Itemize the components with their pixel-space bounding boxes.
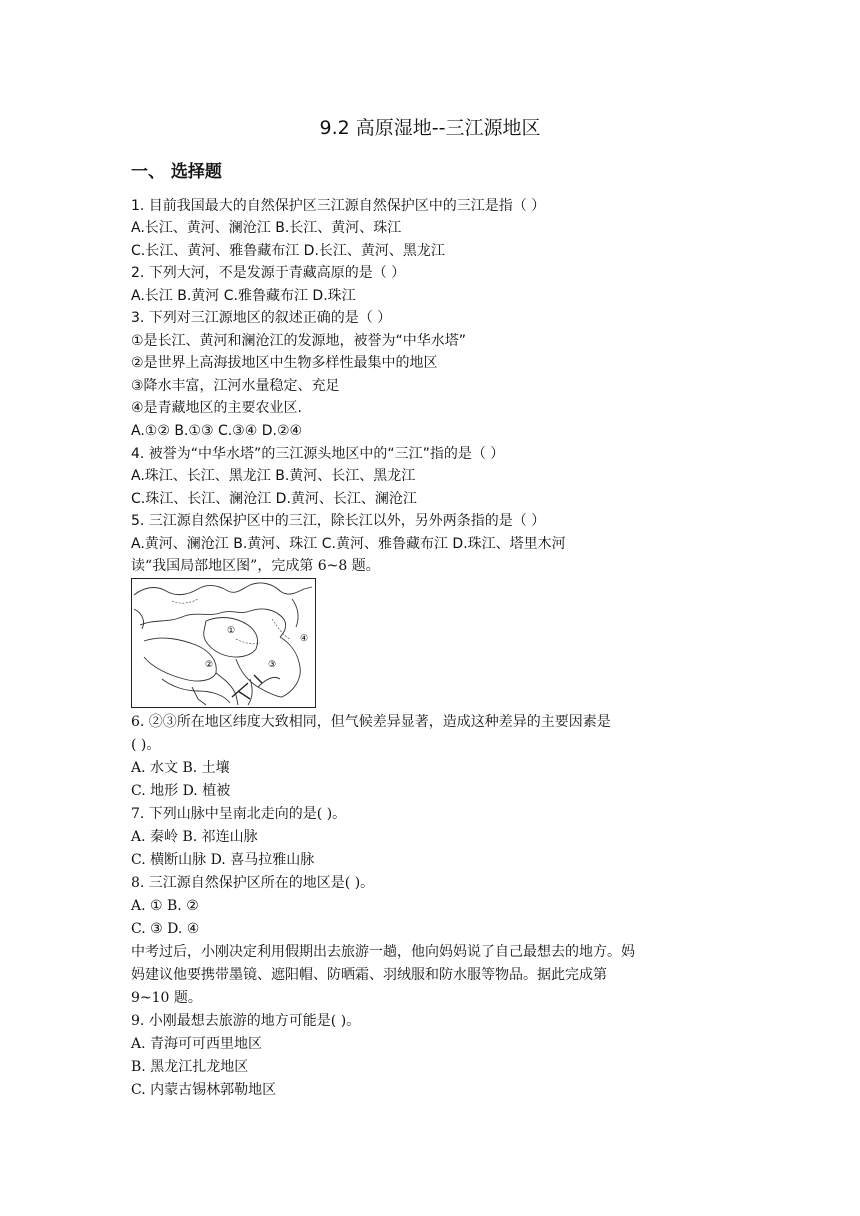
question-9-stem: 9. 小刚最想去旅游的地方可能是( )。 (131, 1013, 361, 1029)
question-9-option-a: A. 青海可可西里地区 (131, 1036, 263, 1052)
question-2-stem: 2. 下列大河，不是发源于青藏高原的是（ ） (131, 265, 406, 281)
question-9-option-c: C. 内蒙古锡林郭勒地区 (131, 1082, 277, 1098)
question-7-options-ab: A. 秦岭 B. 祁连山脉 (131, 829, 258, 845)
question-8-options-ab: A. ① B. ② (131, 898, 199, 914)
section-heading: 一、 选择题 (131, 162, 222, 182)
question-5-options: A.黄河、澜沧江 B.黄河、珠江 C.黄河、雅鲁藏布江 D.珠江、塔里木河 (131, 536, 566, 552)
question-8-stem: 8. 三江源自然保护区所在的地区是( )。 (131, 875, 375, 891)
passage-line-1: 中考过后，小刚决定利用假期出去旅游一趟，他向妈妈说了自己最想去的地方。妈 (131, 944, 635, 960)
question-4-options-cd: C.珠江、长江、澜沧江 D.黄河、长江、澜沧江 (131, 491, 417, 507)
map-label-3: ③ (268, 660, 277, 670)
map-label-1: ① (227, 626, 236, 636)
question-2-options: A.长江 B.黄河 C.雅鲁藏布江 D.珠江 (131, 288, 356, 304)
question-1-options-cd: C.长江、黄河、雅鲁藏布江 D.长江、黄河、黑龙江 (131, 243, 445, 259)
question-7-stem: 7. 下列山脉中呈南北走向的是( )。 (131, 806, 347, 822)
question-4-options-ab: A.珠江、长江、黑龙江 B.黄河、长江、黑龙江 (131, 468, 416, 484)
question-3-statement-3: ③降水丰富，江河水量稳定、充足 (131, 378, 340, 394)
question-7-options-cd: C. 横断山脉 D. 喜马拉雅山脉 (131, 852, 315, 868)
question-6-blank: ( )。 (131, 737, 161, 753)
map-label-2: ② (205, 660, 214, 670)
question-9-option-b: B. 黑龙江扎龙地区 (131, 1059, 249, 1075)
map-label-4: ④ (300, 634, 309, 644)
question-3-statement-4: ④是青藏地区的主要农业区. (131, 400, 303, 416)
question-4-stem: 4. 被誉为“中华水塔”的三江源头地区中的“三江”指的是（ ） (131, 446, 505, 462)
passage-line-2: 妈建议他要携带墨镜、遮阳帽、防晒霜、羽绒服和防水服等物品。据此完成第 (131, 967, 607, 983)
question-1-stem: 1. 目前我国最大的自然保护区三江源自然保护区中的三江是指（ ） (131, 198, 546, 214)
question-8-options-cd: C. ③ D. ④ (131, 921, 200, 937)
question-6-stem: 6. ②③所在地区纬度大致相同，但气候差异显著，造成这种差异的主要因素是 (131, 714, 611, 730)
question-6-options-ab: A. 水文 B. 土壤 (131, 760, 230, 776)
regional-map-drawing (132, 579, 314, 706)
question-3-options: A.①② B.①③ C.③④ D.②④ (131, 423, 303, 439)
question-5-stem: 5. 三江源自然保护区中的三江，除长江以外，另外两条指的是（ ） (131, 513, 546, 529)
map-reading-instruction: 读“我国局部地区图”，完成第 6~8 题。 (131, 558, 380, 574)
passage-line-3: 9~10 题。 (131, 990, 202, 1006)
question-3-statement-2: ②是世界上高海拔地区中生物多样性最集中的地区 (131, 355, 438, 371)
question-1-options-ab: A.长江、黄河、澜沧江 B.长江、黄河、珠江 (131, 220, 402, 236)
question-3-stem: 3. 下列对三江源地区的叙述正确的是（ ） (131, 310, 392, 326)
question-3-statement-1: ①是长江、黄河和澜沧江的发源地，被誉为“中华水塔” (131, 333, 467, 349)
question-6-options-cd: C. 地形 D. 植被 (131, 783, 231, 799)
regional-map-figure (131, 578, 316, 708)
page-title: 9.2 高原湿地--三江源地区 (319, 117, 541, 139)
